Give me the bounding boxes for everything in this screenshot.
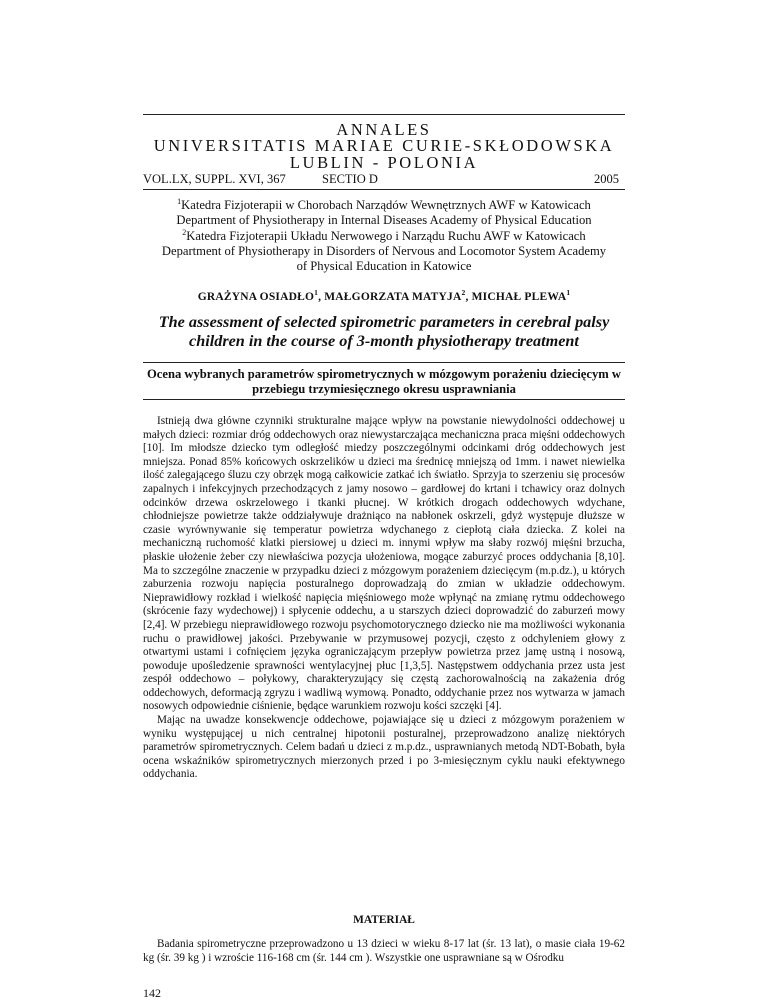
article-title-polish: Ocena wybranych parametrów spirometrycznych w mózgowym porażeniu dziecięcym w przebiegu trzymiesięcznego okresu usprawniania [146, 367, 622, 396]
affiliation-2-marker: 2 [182, 227, 187, 237]
affiliation-2-pl-text: Katedra Fizjoterapii Układu Nerwowego i Narządu Ruchu AWF w Katowicach [186, 228, 586, 243]
introduction-paragraph-2: Mając na uwadze konsekwencje oddechowe, pojawiające się u dzieci z mózgowym porażeniem w wyniku występującej u nich centralnej hipotonii posturalnej, przeprowadzono analizę niektórych parametrów spirometrycznych. Celem badań u dzieci z m.p.dz., usprawnianych metodą NDT-Bobath, była ocena wskaźników spirometrycznych mierzonych przed i po 3-miesięcznym cyklu nauki efektywnego oddychania. [143, 714, 625, 781]
journal-name-line1: ANNALES [336, 120, 432, 139]
affiliation-1-pl [143, 198, 625, 213]
author-list [143, 288, 625, 303]
article-title-english: The assessment of selected spirometric parameters in cerebral palsy children in the course of 3-month physiotherapy treatment [158, 313, 610, 350]
title-rule [143, 362, 625, 363]
affiliation-1-pl-text: Katedra Fizjoterapii w Chorobach Narządów Wewnętrznych AWF w Katowicach [181, 198, 591, 212]
affiliation-1-en: Department of Physiotherapy in Internal Diseases Academy of Physical Education [176, 213, 592, 228]
affiliation-2-en-line1: Department of Physiotherapy in Disorders of Nervous and Locomotor System Academy [161, 243, 607, 258]
affiliation-2-pl [143, 229, 625, 244]
author-2-marker: 2 [461, 288, 466, 297]
introduction-paragraph-1: Istnieją dwa główne czynniki strukturalne mające wpływ na powstanie niewydolności oddechowej u małych dzieci: rozmiar dróg oddechowych oraz niewystarczająca mechaniczna praca mięśni oddechowych [10]. Im młodsze dziecko tym odległość miedzy poszczególnymi odcinkami dróg oddechowych jest mniejsza. Ponad 85% końcowych oskrzelików u dzieci ma średnicę mniejszą od 1mm. i nawet niewielka ilość zalegającego śluzu czy obrzęk mogą całkowicie zatkać ich światło. Sprzyja to szerzeniu się procesów zapalnych i infekcyjnych przechodzących z jamy nosowo – gardłowej do krtani i tchawicy oraz dolnych odcinków drzewa oskrzelowego i tkanki płucnej. W krótkich drogach oddechowych wdychane, chłodniejsze powietrze także oddziaływuje drażniąco na nabłonek oskrzeli, gdyż występuje dłuższe w czasie wyrównywanie się temperatur powietrza wdychanego z ciepłotą ciała dziecka. Z kolei na mechaniczną ruchomość klatki piersiowej u dzieci m. innymi wpływ ma słaby rozwój mięśni brzucha, płaskie ułożenie żeber czy niewłaściwa pozycja ułożeniowa, mogące zaburzyć proces oddychania [8,10]. Ma to szczególne znaczenie w przypadku dzieci z mózgowym porażeniem dziecięcym (m.p.dz.), u których zaburzenia rozwoju napięcia posturalnego doprowadzają do zmian w układzie oddechowym. Nieprawidłowy rozkład i wielkość napięcia mięśniowego może wpłynąć na zmianę rytmu oddechowego (skrócenie fazy wydechowej) i spłycenie oddechu, a u starszych dzieci doprowadzić do zaburzeń mowy [2,4]. W przebiegu nieprawidłowego rozwoju psychomotorycznego dziecko nie ma możliwości wykonania ruchu o prawidłowej jakości. Przebywanie w przymusowej pozycji, często z odchyleniem głowy z otwartymi ustami i cofnięciem języka ograniczającym przepływ powietrza przez jamę ustną i nosową, powoduje upośledzenie sprawności wentylacyjnej płuc [1,3,5]. Następstwem oddychania przez usta jest zespół oddechowo – połykowy, charakteryzujący się częstą zachorowalnością na zakażenia dróg oddechowych, deformacją zgryzu i wadliwą wymową. Ponadto, oddychanie przez nos wytwarza w jamach nosowych odpowiednie ciśnienie, będące warunkiem rozwoju kości szczęki [4]. [143, 415, 625, 713]
volume-info: VOL.LX, SUPPL. XVI, 367 [143, 172, 286, 186]
introduction-section [143, 415, 625, 782]
title-bottom-rule [143, 399, 625, 400]
affiliation-1-marker: 1 [177, 197, 182, 206]
material-section [143, 938, 625, 965]
affiliation-2-en-line2: of Physical Education in Katowice [296, 259, 472, 274]
material-paragraph-1: Badania spirometryczne przeprowadzono u 13 dzieci w wieku 8-17 lat (śr. 13 lat), o masie ciała 19-62 kg (śr. 39 kg ) i wzroście 116-168 cm (śr. 144 cm ). Wszystkie one usprawniane są w Ośrodku [143, 938, 625, 964]
author-2: , MAŁGORZATA MATYJA [318, 291, 462, 303]
year-info: 2005 [594, 172, 619, 186]
journal-name-line3: LUBLIN - POLONIA [289, 153, 479, 172]
affiliations [143, 198, 625, 274]
author-3: , MICHAŁ PLEWA [465, 291, 567, 303]
page-number: 142 [143, 986, 161, 1000]
journal-name-line2: UNIVERSITATIS MARIAE CURIE-SKŁODOWSKA [153, 136, 615, 155]
header-bottom-rule [143, 189, 625, 190]
header-top-rule [143, 114, 625, 115]
author-1-marker: 1 [314, 288, 319, 297]
section-heading-material: MATERIAŁ [353, 914, 415, 926]
author-1: GRAŻYNA OSIADŁO [197, 291, 315, 303]
section-info: SECTIO D [322, 172, 378, 186]
author-3-marker: 1 [566, 288, 571, 297]
